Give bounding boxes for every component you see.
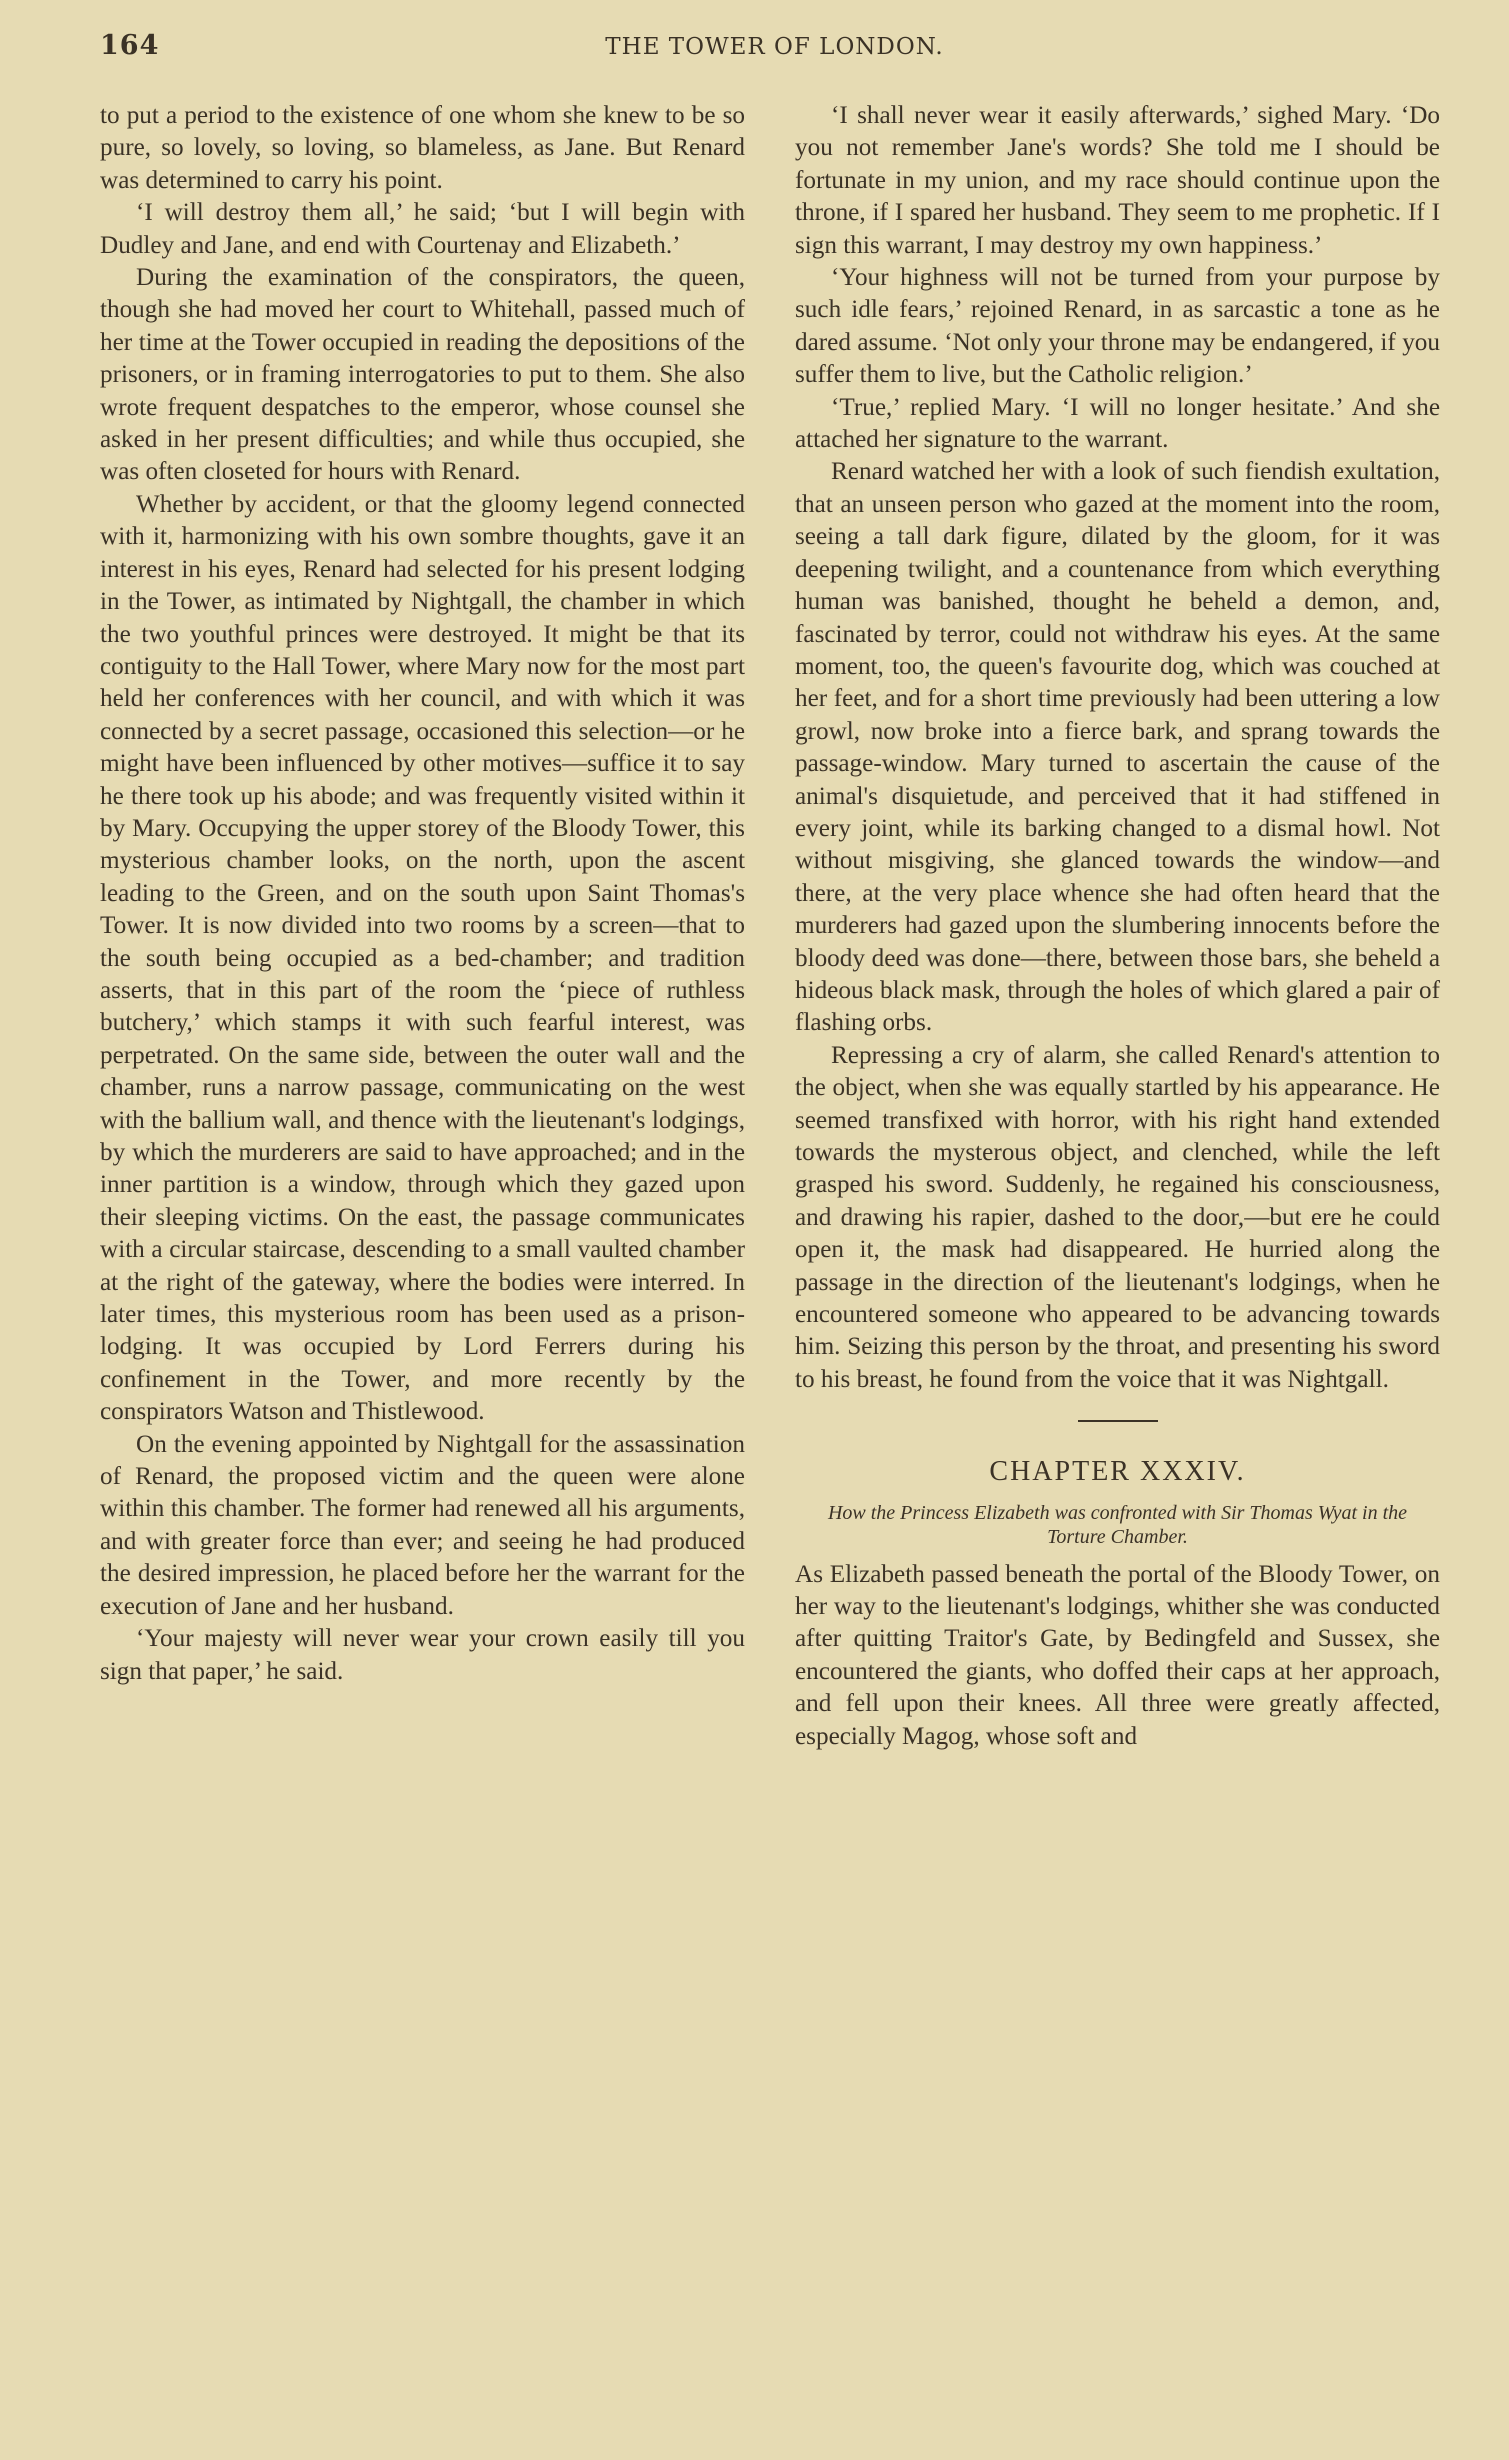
chapter-divider <box>1078 1420 1158 1422</box>
chapter-title: CHAPTER XXXIV. <box>989 1456 1246 1488</box>
page-number: 164 <box>100 30 160 61</box>
left-column <box>100 100 745 1688</box>
right-column <box>795 100 1440 1753</box>
paragraph: Repressing a cry of alarm, she called Renard's attention to the object, when she was equally startled by his appearance. He seemed transfixed with horror, with his right hand extended towards the mysterous object, and clenched, while the left grasped his sword. Suddenly, he regained his consciousness, and drawing his rapier, dashed to the door,—but ere he could open it, the mask had disappeared. He hurried along the passage in the direction of the lieutenant's lodgings, when he encountered someone who appeared to be advancing towards him. Seizing this person by the throat, and presenting his sword to his breast, he found from the voice that it was Nightgall. <box>795 1041 1440 1393</box>
paragraph: ‘Your majesty will never wear your crown easily till you sign that paper,’ he said. <box>100 1625 745 1685</box>
paragraph: Whether by accident, or that the gloomy legend connected with it, harmonizing with his own sombre thoughts, gave it an interest in his eyes, Renard had selected for his present lodging in the Tower, as intimated by Nightgall, the chamber in which the two youthful princes were destroyed. It might be that its contiguity to the Hall Tower, where Mary now for the most part held her conferences with her council, and with which it was connected by a secret passage, occasioned this selection—or he might have been influenced by other motives—suffice it to say he there took up his abode; and was frequently visited within it by Mary. Occupying the upper storey of the Bloody Tower, this mysterious chamber looks, on the north, upon the ascent leading to the Green, and on the south upon Saint Thomas's Tower. It is now divided into two rooms by a screen—that to the south being occupied as a bed-chamber; and tradition asserts, that in this part of the room the ‘piece of ruthless butchery,’ which stamps it with such fearful interest, was perpetrated. On the same side, between the outer wall and the chamber, runs a narrow passage, communicating on the west with the ballium wall, and thence with the lieutenant's lodgings, by which the murderers are said to have approached; and in the inner partition is a window, through which they gazed upon their sleeping victims. On the east, the passage communicates with a circular staircase, descending to a small vaulted chamber at the right of the gateway, where the bodies were interred. In later times, this mysterious room has been used as a prison-lodging. It was occupied by Lord Ferrers during his confinement in the Tower, and more recently by the conspirators Watson and Thistlewood. <box>100 490 745 1426</box>
chapter-subtitle: How the Princess Elizabeth was confronted with Sir Thomas Wyat in the Torture Chamber. <box>827 1501 1408 1548</box>
paragraph: ‘True,’ replied Mary. ‘I will no longer hesitate.’ And she attached her signature to the warrant. <box>795 393 1440 454</box>
paragraph: As Elizabeth passed beneath the portal of the Bloody Tower, on her way to the lieutenant's lodgings, whither she was conducted after quitting Traitor's Gate, by Bedingfeld and Sussex, she encountered the giants, who doffed their caps at her approach, and fell upon their knees. All three were greatly affected, especially Magog, whose soft and <box>795 1560 1440 1750</box>
paragraph: ‘I will destroy them all,’ he said; ‘but I will begin with Dudley and Jane, and end with Courtenay and Elizabeth.’ <box>100 199 745 259</box>
running-title: THE TOWER OF LONDON. <box>605 34 944 60</box>
paragraph: Renard watched her with a look of such fiendish exultation, that an unseen person who gazed at the moment into the room, seeing a tall dark figure, dilated by the gloom, for it was deepening twilight, and a countenance from which everything human was banished, thought he beheld a demon, and, fascinated by terror, could not withdraw his eyes. At the same moment, too, the queen's favourite dog, which was couched at her feet, and for a short time previously had been uttering a low growl, now broke into a fierce bark, and sprang towards the passage-window. Mary turned to ascertain the cause of the animal's disquietude, and perceived that it had stiffened in every joint, while its barking changed to a dismal howl. Not without misgiving, she glanced towards the window—and there, at the very place whence she had often heard that the murderers had gazed upon the slumbering innocents before the bloody deed was done—there, between those bars, she beheld a hideous black mask, through the holes of which glared a pair of flashing orbs. <box>795 458 1440 1037</box>
paragraph: On the evening appointed by Nightgall for the assassination of Renard, the proposed victim and the queen were alone within this chamber. The former had renewed all his arguments, and with greater force than ever; and seeing he had produced the desired impression, he placed before her the warrant for the execution of Jane and her husband. <box>100 1430 745 1620</box>
paragraph: to put a period to the existence of one whom she knew to be so pure, so lovely, so loving, so blameless, as Jane. But Renard was determined to carry his point. <box>100 102 745 194</box>
page-header <box>100 26 1449 74</box>
paragraph: ‘I shall never wear it easily afterwards,’ sighed Mary. ‘Do you not remember Jane's words? She told me I should be fortunate in my union, and my race should continue upon the throne, if I spared her husband. They seem to me prophetic. If I sign this warrant, I may destroy my own happiness.’ <box>795 102 1440 259</box>
paragraph: During the examination of the conspirators, the queen, though she had moved her court to Whitehall, passed much of her time at the Tower occupied in reading the depositions of the prisoners, or in framing interrogatories to put to them. She also wrote frequent despatches to the emperor, whose counsel she asked in her present difficulties; and while thus occupied, she was often closeted for hours with Renard. <box>100 264 745 486</box>
paragraph: ‘Your highness will not be turned from your purpose by such idle fears,’ rejoined Renard, in as sarcastic a tone as he dared assume. ‘Not only your throne may be endangered, if you suffer them to live, but the Catholic religion.’ <box>795 264 1440 389</box>
